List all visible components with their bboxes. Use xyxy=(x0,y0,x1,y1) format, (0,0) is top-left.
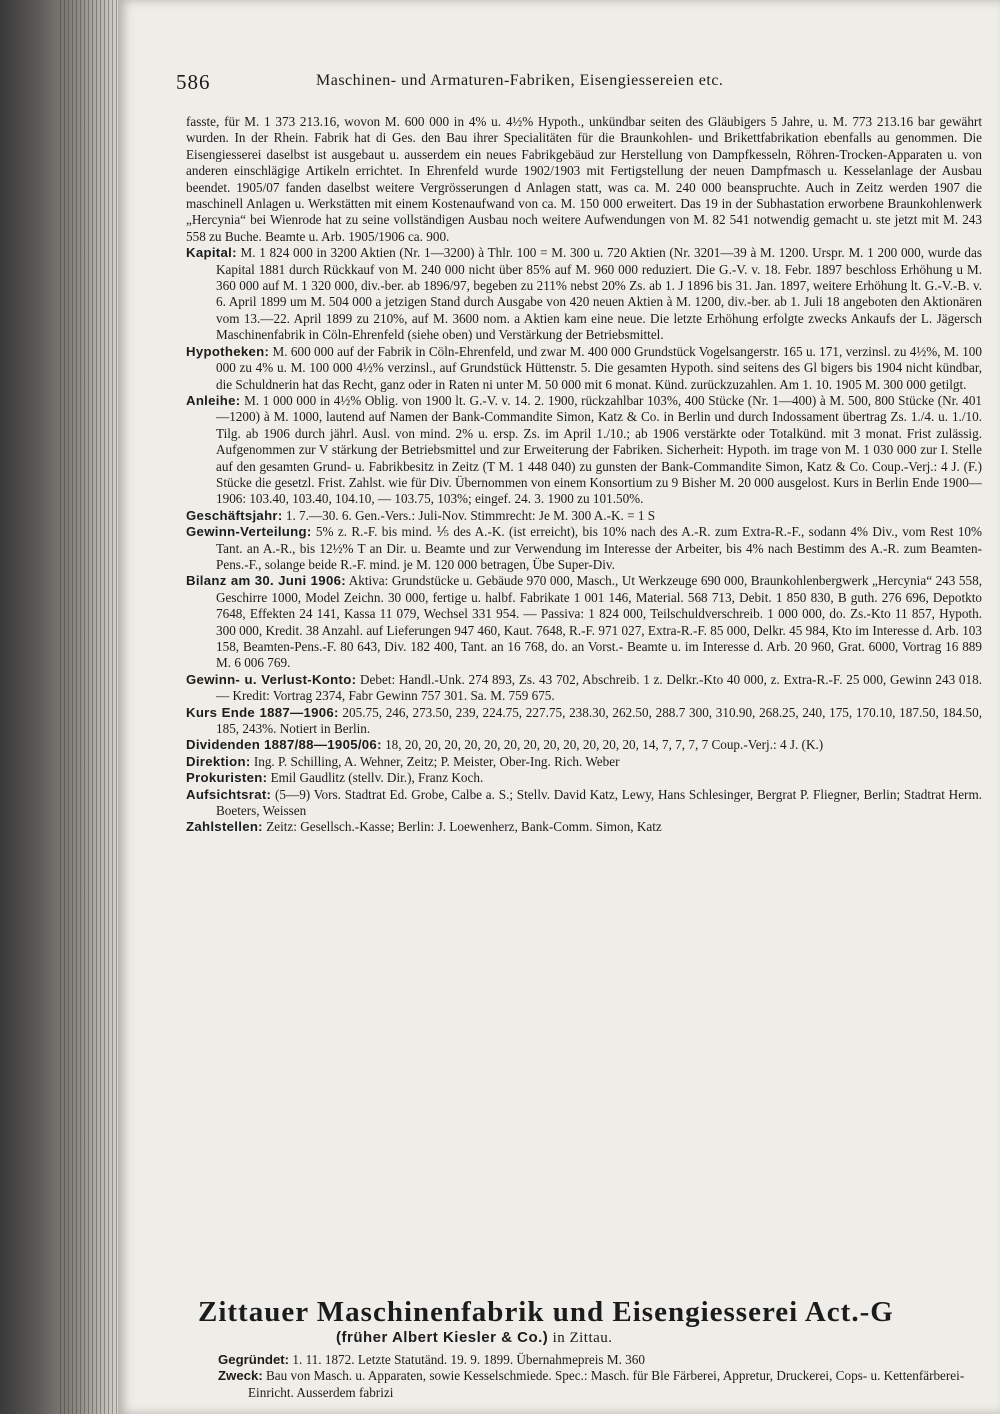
section-entry xyxy=(186,245,982,343)
purpose-entry xyxy=(218,1368,998,1401)
section-text: M. 1 000 000 in 4½% Oblig. von 1900 lt. G.-V. v. 14. 2. 1900, rückzahlbar 103%, 400 Stücke (Nr. 1—400) à M. 500, 800 Stücke (Nr. 401—1200) à M. 1000, lautend auf Namen der Bank-Commandite Simon, Katz & Co. in Berlin und durch Indossament übertrag Zs. 1./4. u. 1./10. Tilg. ab 1906 durch jährl. Ausl. von mind. 2% u. ersp. Zs. im April 1./10.; ab 1906 verstärkte oder Totalkünd. mit 3 monat. Frist zulässig. Aufgenommen zur V stärkung der Betriebsmittel und zur Erweiterung der Fabriken. Sicherheit: Hypoth. im trage von M. 1 030 000 zur I. Stelle auf den gesamten Grund- u. Fabrikbesitz in Zeitz (T M. 1 448 040) zu gunsten der Bank-Commandite Simon, Katz & Co. Coup.-Verj.: 4 J. (F.) Stücke die gesetzl. Frist. Zahlst. wie für Div. Übernommen von einem Konsortium zu 9 Bisher M. 20 000 ausgelost. Kurs in Berlin Ende 1900—1906: 103.40, 103.40, 104.10, — 103.75, 103%; eingef. 24. 3. 1900 zu 101.50%. xyxy=(216,392,983,507)
company-title: Zittauer Maschinenfabrik und Eisengiesserei Act.-G xyxy=(198,1296,894,1328)
company-text xyxy=(218,1352,998,1401)
page-number: 586 xyxy=(176,70,211,94)
section-text: (5—9) Vors. Stadtrat Ed. Grobe, Calbe a. S.; Stellv. David Katz, Lewy, Hans Schlesinger, Bergrat P. Fliegner, Berlin; Stadtrat Herm. Boeters, Weissen xyxy=(216,786,982,819)
section-text: Aktiva: Grundstücke u. Gebäude 970 000, Masch., Ut Werkzeuge 690 000, Braunkohlenbergwerk „Hercynia“ 243 558, Geschirre 1000, Model Zeichn. 30 000, fertige u. halbf. Fabrikate 1 001 146, Material. 568 713, Debit. 1 850 830, B guth. 276 696, Depotkto 7648, Effekten 24 141, Kassa 11 079, Wechsel 331 954. — Passiva: 1 824 000, Teilschuldverschreib. 1 000 000, do. Zs.-Kto 11 857, Hypoth. 300 000, Kredit. 38 Anzahl. auf Lieferungen 947 460, Kaut. 7648, R.-F. 971 027, Extra-R.-F. 85 000, Delkr. 45 984, Kto im Interesse d. Arb. 103 158, Beamten-Pens.-F. 80 643, Div. 182 400, Tant. an 16 768, do. an Vorst.- Beamte u. im Interesse d. Arb. 20 960, Grat. 6000, Vortrag 16 889 M. 6 006 769. xyxy=(216,573,982,671)
section-text: Zeitz: Gesellsch.-Kasse; Berlin: J. Loewenherz, Bank-Comm. Simon, Katz xyxy=(266,819,662,835)
section-entry xyxy=(186,393,982,508)
founded-text: 1. 11. 1872. Letzte Statutänd. 19. 9. 1899. Übernahmepreis M. 360 xyxy=(292,1352,645,1367)
section-label: Prokuristen: xyxy=(186,770,268,786)
section-entry xyxy=(186,787,982,820)
company-former-name: (früher Albert Kiesler & Co.) xyxy=(336,1329,549,1346)
section-text: Debet: Handl.-Unk. 274 893, Zs. 43 702, Abschreib. 1 z. Delkr.-Kto 40 000, z. Extra-R.-F. 25 000, Gewinn 243 018. — Kredit: Vortrag 2374, Fabr Gewinn 757 301. Sa. M. 759 675. xyxy=(216,671,983,704)
section-text: M. 1 824 000 in 3200 Aktien (Nr. 1—3200) à Thlr. 100 = M. 300 u. 720 Aktien (Nr. 3201—39 à M. 1200. Urspr. M. 1 200 000, wurde das Kapital 1881 durch Rückkauf von M. 240 000 nicht über 85% auf M. 960 000 reduziert. Die G.-V. v. 18. Febr. 1897 beschloss Erhöhung u M. 360 000 auf M. 1 320 000, div.-ber. ab 1896/97, begeben zu 211% nebst 20% Zs. ab 1. J 1896 bis 31. Jan. 1897, weitere Erhöhung lt. G.-V.-B. v. 6. April 1899 um M. 504 000 a jetzigen Stand durch Ausgabe von 420 neuen Aktien à M. 1200, div.-ber. ab 1. Juli 18 angeboten den Aktionären vom 13.—22. April 1899 zu 210%, auf M. 3600 nom. a Aktien kam eine neue. Die letzte Erhöhung erfolgte zwecks Ankaufs der L. Jägersch Maschinenfabrik in Cöln-Ehrenfeld (siehe oben) und Verstärkung der Betriebsmittel. xyxy=(216,245,983,343)
founded-label: Gegründet: xyxy=(218,1352,290,1367)
section-entry xyxy=(186,672,982,705)
purpose-text: Bau von Masch. u. Apparaten, sowie Kesselschmiede. Spec.: Masch. für Ble Färberei, Appretur, Druckerei, Cops- u. Kettenfärberei-Einricht. Ausserdem fabrizi xyxy=(248,1368,965,1400)
section-entry xyxy=(186,737,982,753)
section-label: Gewinn- u. Verlust-Konto: xyxy=(186,671,357,687)
section-label: Anleihe: xyxy=(186,392,241,408)
section-text: 18, 20, 20, 20, 20, 20, 20, 20, 20, 20, 20, 20, 20, 14, 7, 7, 7, 7 Coup.-Verj.: 4 J. (K.) xyxy=(385,737,824,753)
section-label: Kapital: xyxy=(186,245,237,261)
section-label: Bilanz am 30. Juni 1906: xyxy=(186,573,346,589)
section-text: 205.75, 246, 273.50, 239, 224.75, 227.75, 238.30, 262.50, 288.7 300, 310.90, 268.25, 240, 175, 170.10, 187.50, 184.50, 185, 243%. Notiert in Berlin. xyxy=(216,704,983,737)
page-header xyxy=(176,70,970,98)
section-text: 1. 7.—30. 6. Gen.-Vers.: Juli-Nov. Stimmrecht: Je M. 300 A.-K. = 1 S xyxy=(285,507,656,523)
section-entry xyxy=(186,344,982,393)
company-location: in Zittau. xyxy=(552,1330,613,1346)
section-text: 5% z. R.-F. bis mind. ⅕ des A.-K. (ist erreicht), bis 10% nach des A.-R. zum Extra-R.-F., sodann 4% Div., vom Rest 10% Tant. an A.-R., bis 12½% T an Dir. u. Beamte und zur Verwendung im Interesse der Arbeiter, bis 4% nach Bestimm des A.-R. zum Beamten-Pens.-F., solange beide R.-F. mind. je M. 120 000 betragen, Übe Super-Div. xyxy=(216,524,982,572)
section-entry xyxy=(186,524,982,573)
page-edges xyxy=(60,0,120,1414)
intro-paragraph: fasste, für M. 1 373 213.16, wovon M. 600 000 in 4% u. 4½% Hypoth., unkündbar seiten des Gläubigers 5 Jahre, u. M. 773 213.16 bar gewährt wurden. In der Rhein. Fabrik hat di Ges. den Bau ihrer Specialitäten für die Braunkohlen- und Brikettfabrikation ebenfalls au genommen. Die Eisengiesserei daselbst ist ausgebaut u. ausserdem ein neues Fabrikgebäud zur Herstellung von Dampfkesseln, Röhren-Trocken-Apparaten u. von anderen einschlägige Artikeln errichtet. In Ehrenfeld wurde 1902/1903 mit Fertigstellung der neuen Dampfmasch u. Kesselanlage der Ausbau beendet. 1905/07 fanden daselbst weitere Vergrösserungen d Anlagen statt, was ca. M. 240 000 beanspruchte. Auch in Zeitz werden 1907 die maschinell Anlagen u. Werkstätten mit einem Kostenaufwand von ca. M. 150 000 erweitert. Das 19 in der Subhastation erworbene Braunkohlenwerk „Hercynia“ bei Wienrode hat zu seine vollständigen Ausbau noch weitere Aufwendungen von M. 82 541 notwendig gemacht u. ste jetzt mit M. 243 558 zu Buche. Beamte u. Arb. 1905/1906 ca. 900. xyxy=(186,114,982,244)
section-label: Aufsichtsrat: xyxy=(186,786,272,802)
section-label: Zahlstellen: xyxy=(186,819,263,835)
purpose-label: Zweck: xyxy=(218,1368,263,1384)
section-text: Ing. P. Schilling, A. Wehner, Zeitz; P. Meister, Ober-Ing. Rich. Weber xyxy=(253,753,620,769)
section-entry xyxy=(186,705,982,738)
section-label: Dividenden 1887/88—1905/06: xyxy=(186,737,382,753)
section-label: Direktion: xyxy=(186,753,251,769)
section-text: Emil Gaudlitz (stellv. Dir.), Franz Koch. xyxy=(270,770,484,786)
section-entry xyxy=(186,508,982,524)
founded-entry xyxy=(218,1352,998,1368)
section-entry xyxy=(186,770,982,786)
section-label: Geschäftsjahr: xyxy=(186,507,283,523)
section-text: M. 600 000 auf der Fabrik in Cöln-Ehrenfeld, und zwar M. 400 000 Grundstück Vogelsangerstr. 165 u. 171, verzinsl. zu 4½%, M. 100 000 zu 4% u. M. 100 000 4½% verzinsl., auf Grundstück Hüttenstr. 5. Die gesamten Hypoth. sind seitens des Gl bigers bis 1904 nicht kündbar, die Schuldnerin hat das Recht, ganz oder in Raten ni unter M. 50 000 mit 6 monat. Künd. zurückzuzahlen. Am 1. 10. 1905 M. 300 000 getilgt. xyxy=(216,343,982,392)
document-page xyxy=(118,0,1000,1414)
company-subtitle xyxy=(336,1329,613,1347)
sections-list xyxy=(186,245,982,836)
main-text xyxy=(186,114,982,836)
section-label: Hypotheken: xyxy=(186,343,270,359)
section-entry xyxy=(186,819,982,835)
section-entry xyxy=(186,754,982,770)
running-title: Maschinen- und Armaturen-Fabriken, Eisengiessereien etc. xyxy=(316,72,724,89)
section-label: Kurs Ende 1887—1906: xyxy=(186,704,339,720)
section-entry xyxy=(186,573,982,671)
section-label: Gewinn-Verteilung: xyxy=(186,524,312,540)
